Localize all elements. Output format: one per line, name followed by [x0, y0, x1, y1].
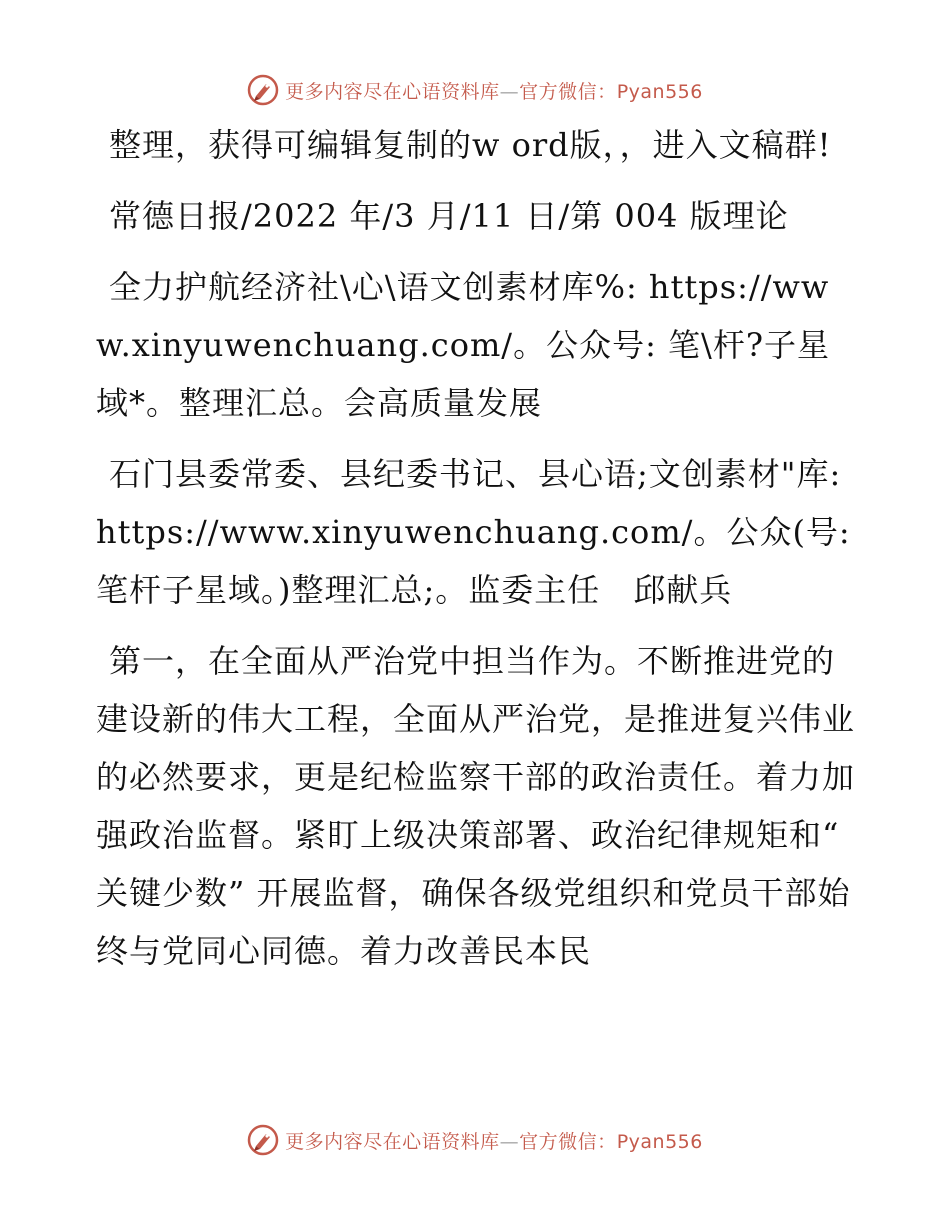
watermark-dash: — — [499, 80, 520, 103]
watermark-contact-value: Pyan556 — [616, 1130, 703, 1153]
paragraph-source: 常德日报/2022 年/3 月/11 日/第 004 版理论 — [109, 197, 789, 235]
watermark-contact-label: 官方微信： — [519, 80, 617, 103]
header-watermark — [0, 70, 950, 110]
paragraph-intro: 整理，获得可编辑复制的w ord版，，进入文稿群! — [109, 126, 832, 164]
pen-nib-icon — [247, 74, 279, 106]
watermark-site-text: 更多内容尽在心语资料库 — [285, 80, 500, 103]
paragraph-title: 全力护航经济社\心\语文创素材库%: https://www.xinyuwenchuang.com/。公众号: 笔\杆?子星域*。整理汇总。会高质量发展 — [96, 268, 830, 422]
paragraph-author: 石门县委常委、县纪委书记、县心语;文创素材"库: https://www.xinyuwenchuang.com/。公众(号: 笔杆子星域。)整理汇总;。监委主任 邱献兵 — [96, 455, 862, 609]
watermark-contact-label: 官方微信： — [519, 1130, 617, 1153]
watermark-text — [285, 1127, 703, 1154]
watermark-contact-value: Pyan556 — [616, 80, 703, 103]
watermark-site-text: 更多内容尽在心语资料库 — [285, 1130, 500, 1153]
watermark-dash: — — [499, 1130, 520, 1153]
document-body — [96, 116, 862, 993]
pen-nib-icon — [247, 1124, 279, 1156]
watermark-text — [285, 77, 703, 104]
footer-watermark — [0, 1120, 950, 1160]
paragraph-body: 第一，在全面从严治党中担当作为。不断推进党的建设新的伟大工程，全面从严治党，是推进复兴伟业的必然要求，更是纪检监察干部的政治责任。着力加强政治监督。紧盯上级决策部署、政治纪律规矩和“ 关键少数” 开展监督，确保各级党组织和党员干部始终与党同心同德。着力改善民本民 — [96, 642, 856, 970]
